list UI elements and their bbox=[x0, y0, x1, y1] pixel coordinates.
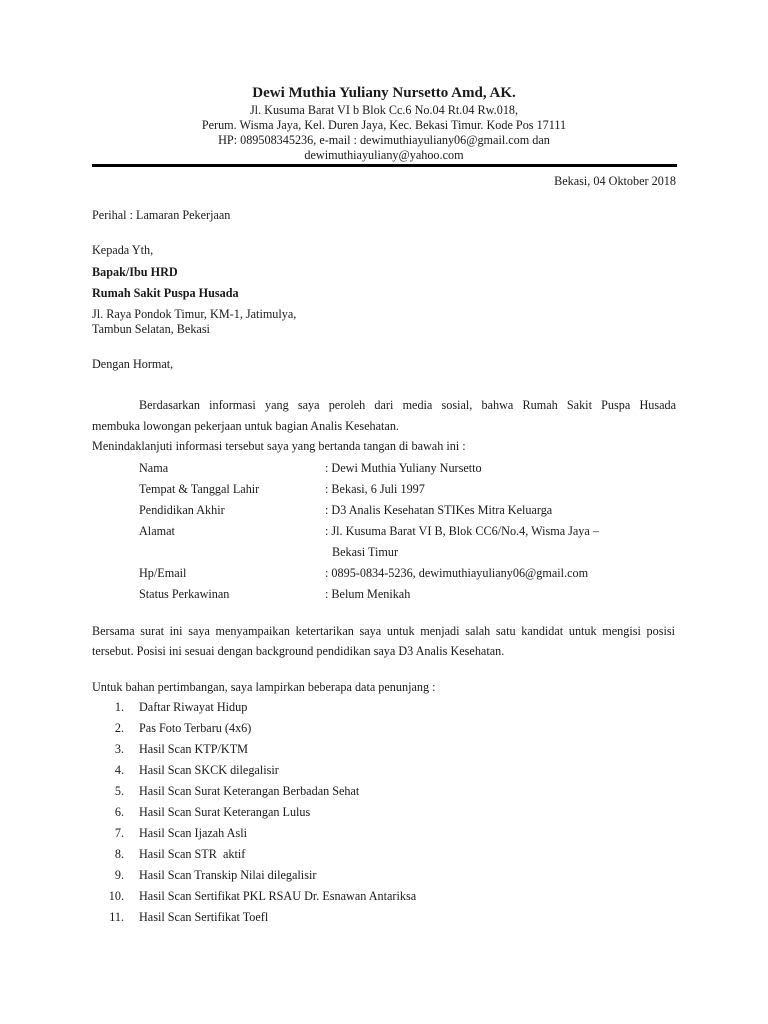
list-item: Hasil Scan SKCK dilegalisir bbox=[139, 763, 279, 777]
letterhead-address-line1: Jl. Kusuma Barat VI b Blok Cc.6 No.04 Rt.04 Rw.018, bbox=[249, 103, 519, 117]
paragraph1-line1: Berdasarkan informasi yang saya peroleh dari media sosial, bahwa Rumah Sakit Puspa Husada bbox=[139, 398, 676, 412]
list-item: Pas Foto Terbaru (4x6) bbox=[139, 721, 252, 735]
list-item-number: 4. bbox=[114, 763, 124, 777]
detail-value-name: : Dewi Muthia Yuliany Nursetto bbox=[325, 461, 482, 475]
list-item-number: 1. bbox=[114, 700, 124, 714]
list-item-number: 9. bbox=[114, 868, 124, 882]
detail-label-marital: Status Perkawinan bbox=[139, 587, 230, 601]
list-item-number: 2. bbox=[114, 721, 124, 735]
list-item-number: 8. bbox=[114, 847, 124, 861]
recipient-address-line1: Jl. Raya Pondok Timur, KM-1, Jatimulya, bbox=[92, 307, 297, 321]
paragraph4-intro: Untuk bahan pertimbangan, saya lampirkan beberapa data penunjang : bbox=[92, 680, 436, 694]
letter-date: Bekasi, 04 Oktober 2018 bbox=[554, 174, 676, 188]
list-item-number: 7. bbox=[114, 826, 124, 840]
detail-value-birth: : Bekasi, 6 Juli 1997 bbox=[325, 482, 425, 496]
detail-label-contact: Hp/Email bbox=[139, 566, 187, 580]
paragraph3-line1: Bersama surat ini saya menyampaikan ketertarikan saya untuk menjadi salah satu kandidat untuk mengisi posisi bbox=[92, 624, 675, 638]
detail-label-education: Pendidikan Akhir bbox=[139, 503, 225, 517]
recipient-title: Bapak/Ibu HRD bbox=[92, 265, 178, 279]
letterhead-divider bbox=[92, 164, 677, 167]
paragraph2-intro: Menindaklanjuti informasi tersebut saya yang bertanda tangan di bawah ini : bbox=[92, 439, 466, 453]
list-item: Hasil Scan Ijazah Asli bbox=[139, 826, 247, 840]
detail-label-birth: Tempat & Tanggal Lahir bbox=[139, 482, 260, 496]
detail-value-address-cont: Bekasi Timur bbox=[332, 545, 399, 559]
recipient-address-line2: Tambun Selatan, Bekasi bbox=[92, 322, 210, 336]
list-item: Hasil Scan Sertifikat PKL RSAU Dr. Esnawan Antariksa bbox=[139, 889, 417, 903]
letterhead-address-line2: Perum. Wisma Jaya, Kel. Duren Jaya, Kec. Bekasi Timur. Kode Pos 17111 bbox=[201, 118, 567, 132]
list-item: Hasil Scan STR aktif bbox=[139, 847, 246, 861]
list-item-number: 3. bbox=[114, 742, 124, 756]
recipient-organization: Rumah Sakit Puspa Husada bbox=[92, 286, 239, 300]
letterhead-contact-line2: dewimuthiayuliany@yahoo.com bbox=[304, 148, 464, 162]
list-item: Hasil Scan Surat Keterangan Lulus bbox=[139, 805, 311, 819]
list-item: Hasil Scan Transkip Nilai dilegalisir bbox=[139, 868, 317, 882]
letter-subject: Perihal : Lamaran Pekerjaan bbox=[92, 208, 231, 222]
list-item: Daftar Riwayat Hidup bbox=[139, 700, 248, 714]
list-item: Hasil Scan KTP/KTM bbox=[139, 742, 249, 756]
detail-value-education: : D3 Analis Kesehatan STIKes Mitra Keluarga bbox=[325, 503, 553, 517]
list-item-number: 5. bbox=[114, 784, 124, 798]
recipient-greeting: Kepada Yth, bbox=[92, 243, 154, 257]
paragraph3-line2: tersebut. Posisi ini sesuai dengan background pendidikan saya D3 Analis Kesehatan. bbox=[92, 644, 505, 658]
letterhead-contact-line1: HP: 089508345236, e-mail : dewimuthiayuliany06@gmail.com dan bbox=[218, 133, 550, 147]
letterhead-name: Dewi Muthia Yuliany Nursetto Amd, AK. bbox=[252, 85, 516, 101]
paragraph1-line2: membuka lowongan pekerjaan untuk bagian Analis Kesehatan. bbox=[92, 419, 399, 433]
list-item-number: 10. bbox=[108, 889, 124, 903]
list-item: Hasil Scan Sertifikat Toefl bbox=[139, 910, 269, 924]
detail-value-marital: : Belum Menikah bbox=[325, 587, 411, 601]
detail-value-address: : Jl. Kusuma Barat VI B, Blok CC6/No.4, Wisma Jaya – bbox=[325, 524, 599, 538]
list-item-number: 6. bbox=[114, 805, 124, 819]
salutation: Dengan Hormat, bbox=[92, 357, 174, 371]
list-item: Hasil Scan Surat Keterangan Berbadan Sehat bbox=[139, 784, 360, 798]
detail-label-address: Alamat bbox=[139, 524, 175, 538]
detail-value-contact: : 0895-0834-5236, dewimuthiayuliany06@gmail.com bbox=[325, 566, 589, 580]
list-item-number: 11. bbox=[109, 910, 124, 924]
detail-label-name: Nama bbox=[139, 461, 169, 475]
